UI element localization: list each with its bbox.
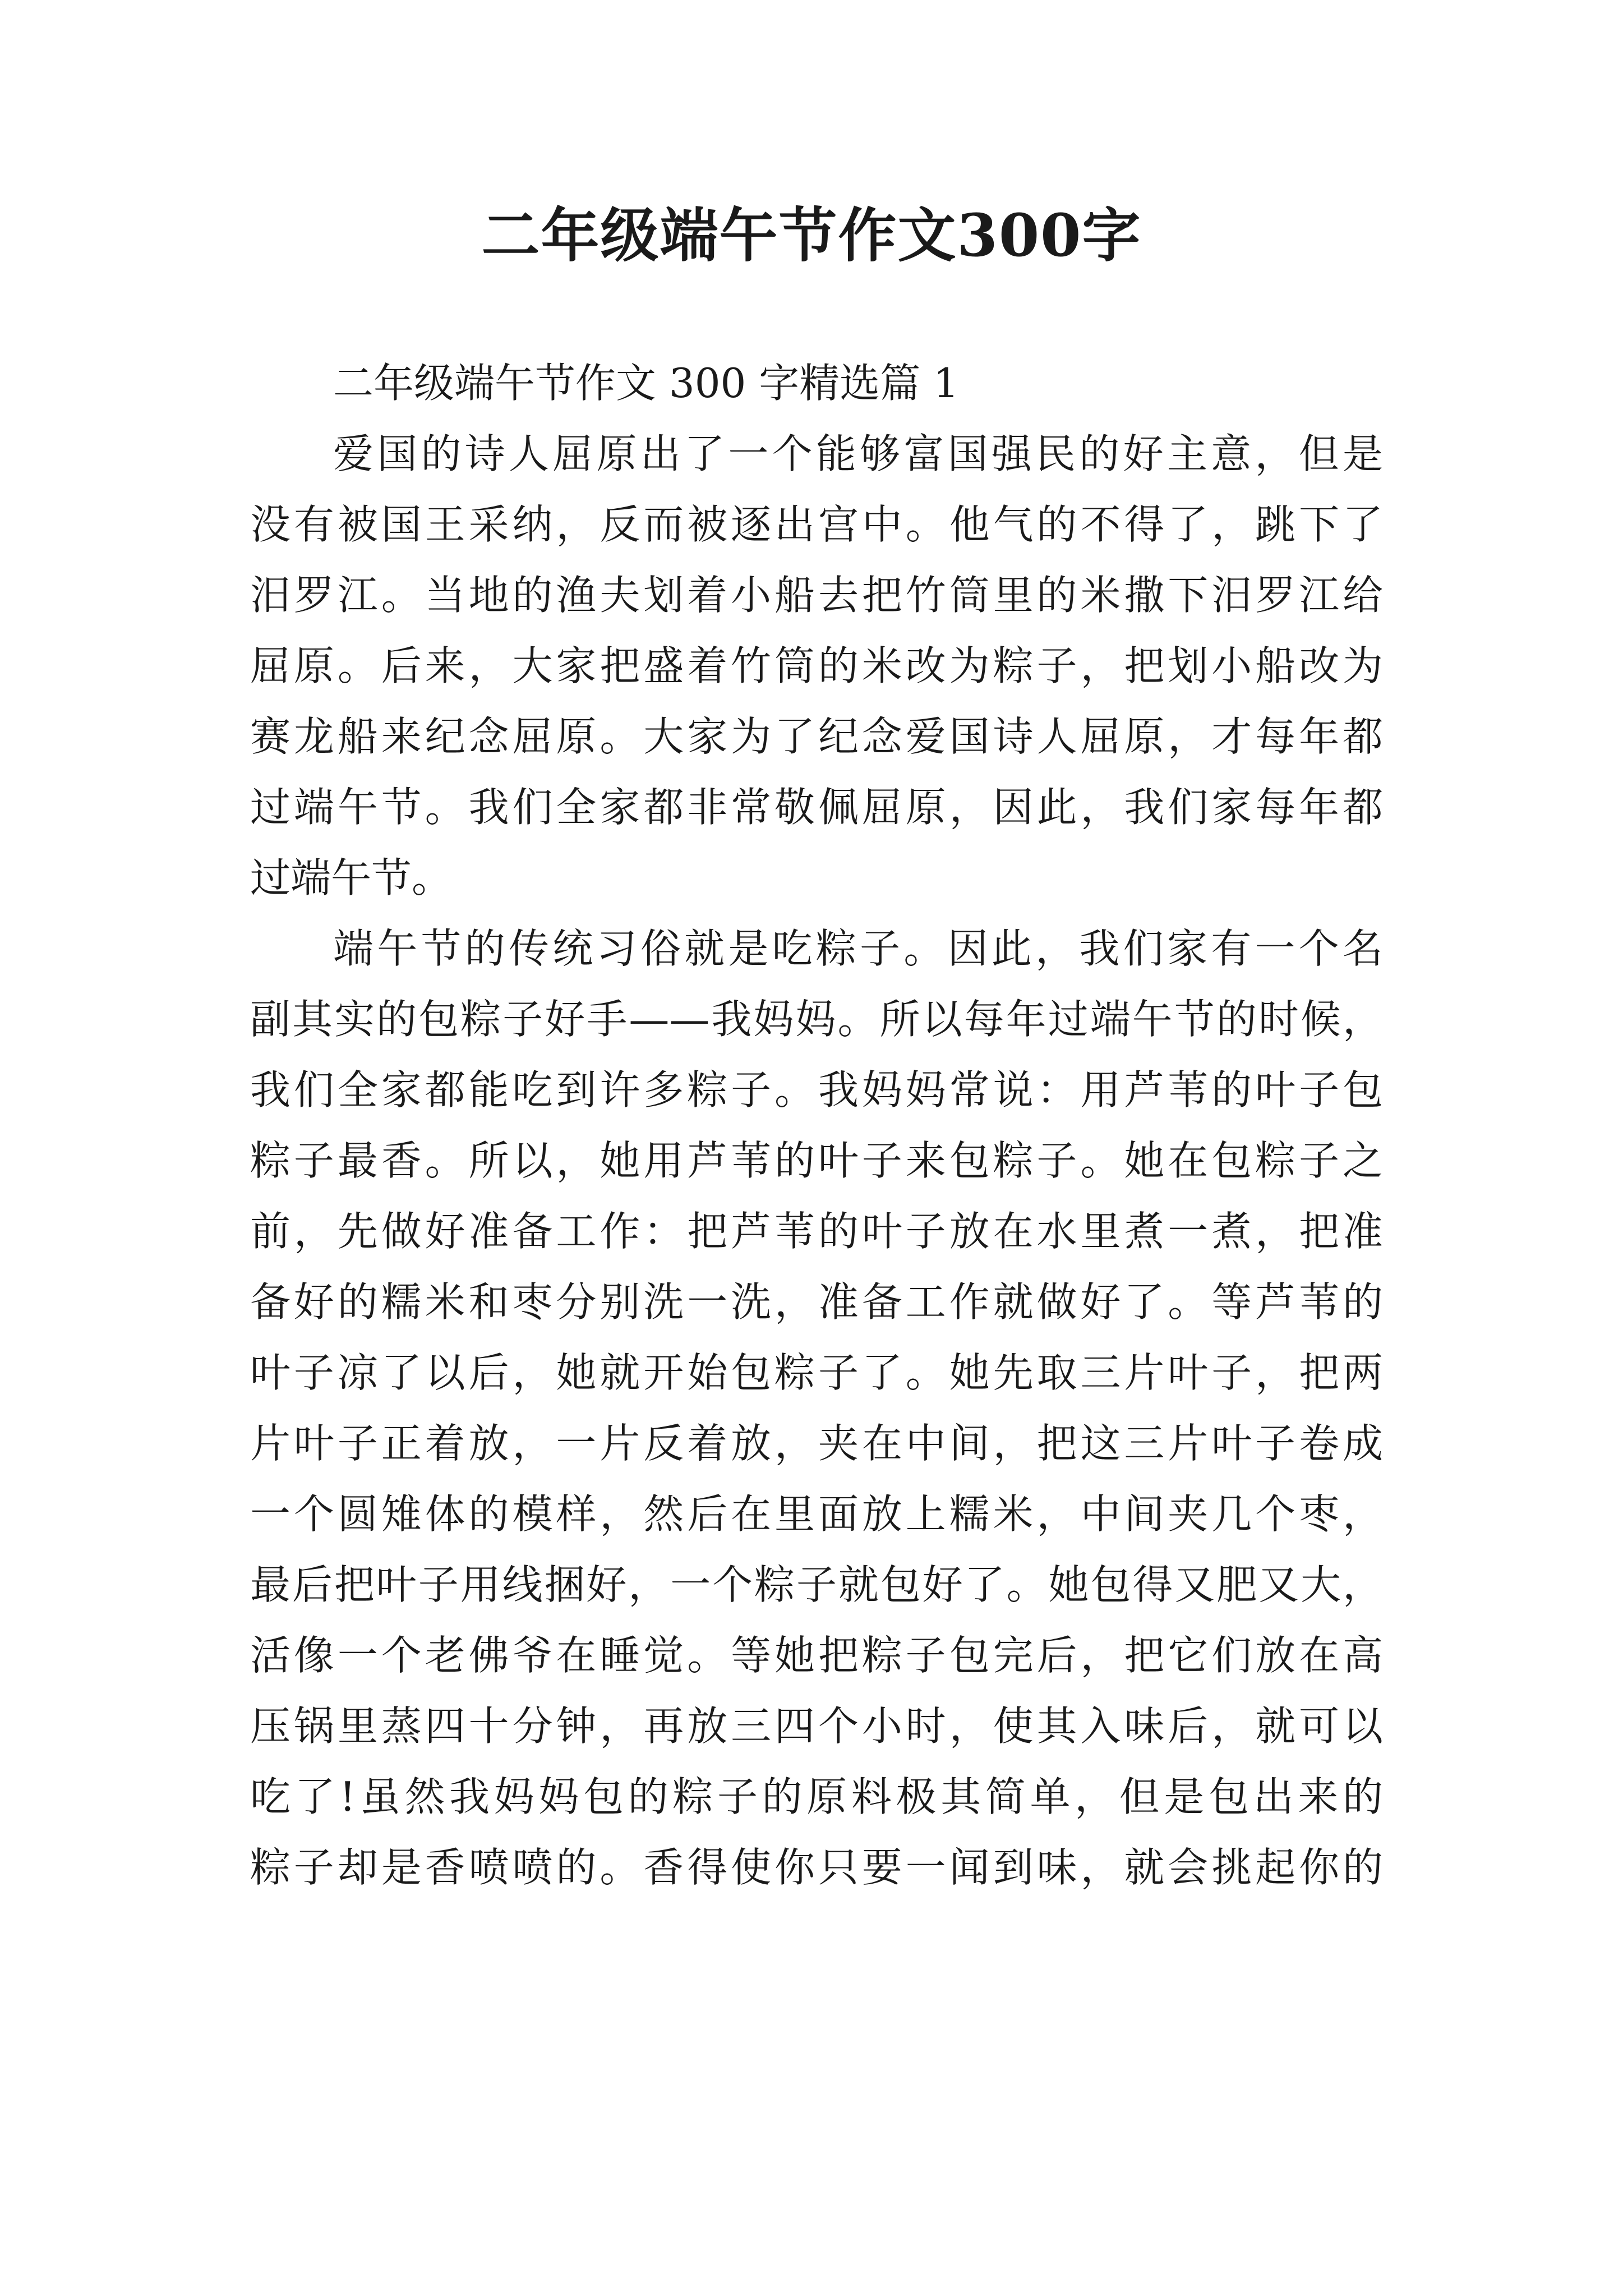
paragraph-line: 屈原。后来，大家把盛着竹筒的米改为粽子，把划小船改为 [250,642,1383,689]
paragraph-line: 备好的糯米和枣分别洗一洗，准备工作就做好了。等芦苇的 [250,1278,1383,1326]
paragraph-line: 最后把叶子用线捆好，一个粽子就包好了。她包得又肥又大， [250,1561,1383,1608]
paragraph-line: 片叶子正着放，一片反着放，夹在中间，把这三片叶子卷成 [250,1420,1383,1467]
paragraph-line: 叶子凉了以后，她就开始包粽子了。她先取三片叶子，把两 [250,1349,1383,1396]
paragraph-line: 副其实的包粽子好手——我妈妈。所以每年过端午节的时候， [250,996,1383,1043]
paragraph-line: 过端午节。 [250,854,453,901]
paragraph-line: 前，先做好准备工作：把芦苇的叶子放在水里煮一煮，把准 [250,1208,1383,1255]
paragraph-line: 一个圆雉体的模样，然后在里面放上糯米，中间夹几个枣， [250,1490,1383,1538]
paragraph-line: 粽子最香。所以，她用芦苇的叶子来包粽子。她在包粽子之 [250,1137,1383,1184]
paragraph-line: 活像一个老佛爷在睡觉。等她把粽子包完后，把它们放在高 [250,1632,1383,1679]
paragraph-line: 赛龙船来纪念屈原。大家为了纪念爱国诗人屈原，才每年都 [250,713,1383,760]
paragraph-line: 吃了!虽然我妈妈包的粽子的原料极其简单，但是包出来的 [250,1773,1383,1820]
paragraph-line: 没有被国王采纳，反而被逐出宫中。他气的不得了，跳下了 [250,501,1383,548]
paragraph-line: 爱国的诗人屈原出了一个能够富国强民的好主意，但是 [333,430,1383,477]
document-title: 二年级端午节作文300字 [481,201,1142,270]
paragraph-line: 汨罗江。当地的渔夫划着小船去把竹筒里的米撒下汨罗江给 [250,572,1383,619]
paragraph-2 [250,913,1383,1903]
paragraph-line: 压锅里蒸四十分钟，再放三四个小时，使其入味后，就可以 [250,1703,1383,1750]
paragraph-line: 端午节的传统习俗就是吃粽子。因此，我们家有一个名 [333,925,1383,972]
paragraph-line: 我们全家都能吃到许多粽子。我妈妈常说：用芦苇的叶子包 [250,1066,1383,1114]
document-body [250,348,1383,1903]
paragraph-line: 粽子却是香喷喷的。香得使你只要一闻到味，就会挑起你的 [250,1844,1383,1891]
paragraph-line: 过端午节。我们全家都非常敬佩屈原，因此，我们家每年都 [250,784,1383,831]
paragraph-1 [250,418,1383,913]
section-heading: 二年级端午节作文 300 字精选篇 1 [333,360,959,407]
